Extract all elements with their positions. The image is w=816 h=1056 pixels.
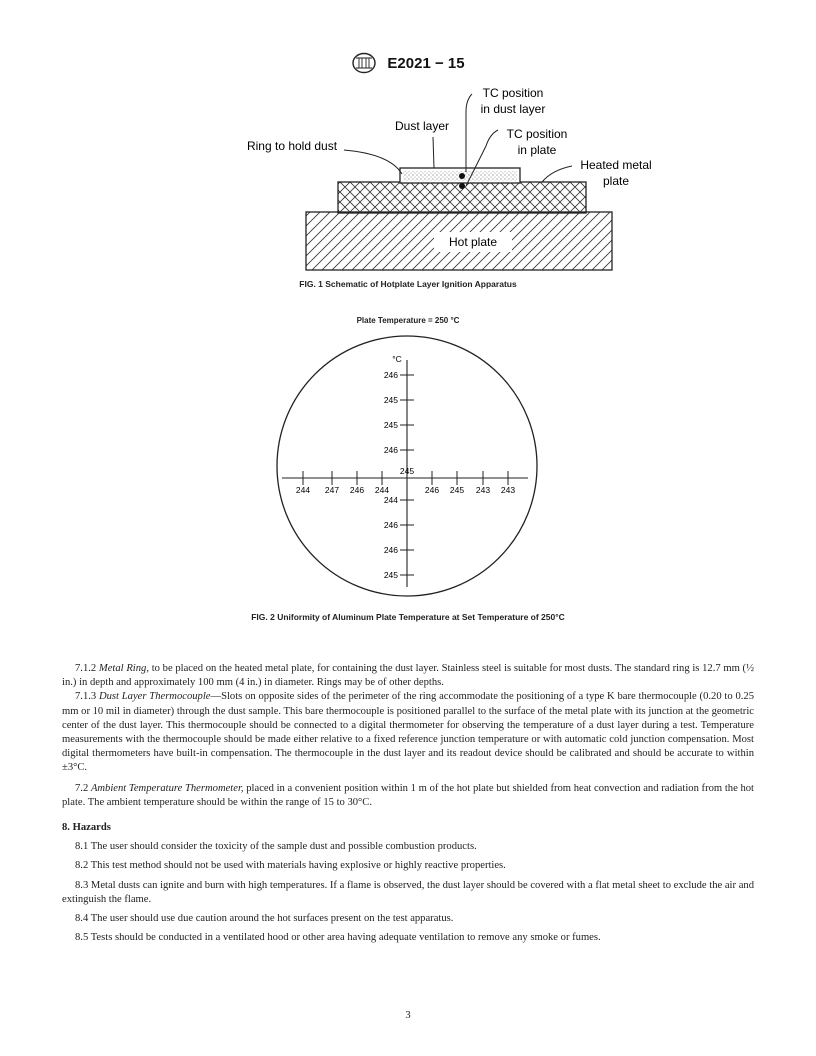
horizontal-right-value: 243 xyxy=(475,485,491,495)
horizontal-left-value: 246 xyxy=(349,485,365,495)
figure-2-uniformity-diagram xyxy=(260,330,556,602)
tc-plate-label-2: in plate xyxy=(517,143,557,157)
heated-plate-label-2: plate xyxy=(602,174,630,188)
figure-2-title: Plate Temperature = 250 °C xyxy=(356,316,460,325)
ring-label: Ring to hold dust xyxy=(246,139,338,153)
hot-plate-label: Hot plate xyxy=(448,235,498,249)
heated-plate-label-1: Heated metal xyxy=(580,158,652,172)
term-ambient-thermometer: Ambient Temperature Thermometer, xyxy=(90,782,244,794)
figure-2-caption: FIG. 2 Uniformity of Aluminum Plate Temperature at Set Temperature of 250°C xyxy=(251,612,565,622)
paragraph-7-1-3: 7.1.3 Dust Layer Thermocouple—Slots on opposite sides of the perimeter of the ring accommodate the positioning of a type K bare thermocouple (0.20 to 0.25 mm or 10 mil in diameter) through the dust sample. This bare thermocouple is positioned parallel to the surface of the metal plate with its junction at the geometric center of the dust layer. This thermocouple should be connected to a digital thermometer for observing the temperature of a dust layer during a test. Temperature measurements with the thermocouple should be made either relative to a fixed reference junction temperature or with automatic cold junction compensation. Most digital thermometers have built-in compensation. The thermocouple in the dust layer and its readout device should be calibrated and should be accurate to within ±3°C. xyxy=(62,691,754,774)
vertical-top-value: 245 xyxy=(383,420,398,430)
page-header xyxy=(0,52,816,74)
dust-layer-label: Dust layer xyxy=(394,119,450,133)
tc-plate-point xyxy=(459,183,465,189)
horizontal-left-value: 247 xyxy=(324,485,340,495)
paragraph-8-4: 8.4 The user should use due caution around the hot surfaces present on the test apparatus. xyxy=(75,913,454,925)
paragraph-8-2: 8.2 This test method should not be used with materials having explosive or highly reactive properties. xyxy=(75,860,506,872)
vertical-top-value: 246 xyxy=(383,445,398,455)
vertical-bottom-value: 246 xyxy=(383,545,398,555)
section-8-heading: 8. Hazards xyxy=(62,822,111,834)
horizontal-left-value: 244 xyxy=(295,485,311,495)
text-7-1-3: —Slots on opposite sides of the perimeter of the ring accommodate the positioning of a type K bare thermocouple (0.20 to 0.25 mm or 10 mil in diameter) through the dust sample. This bare thermocouple is positioned parallel to the surface of the metal plate with its junction at the geometric center of the dust layer. This thermocouple should be connected to a digital thermometer for observing the temperature of a dust layer during a test. Temperature measurements with the thermocouple should be made either relative to a fixed reference junction temperature or with automatic cold junction compensation. Most digital thermometers have built-in compensation. The thermocouple in the dust layer and its readout device should be calibrated and should be accurate to within ±3°C. xyxy=(62,691,754,774)
figure-1-schematic xyxy=(220,82,660,282)
term-dust-layer-thermocouple: Dust Layer Thermocouple xyxy=(98,691,211,703)
vertical-top-value: 246 xyxy=(383,370,398,380)
tc-dust-label-1: TC position xyxy=(482,86,544,100)
horizontal-right-value: 245 xyxy=(449,485,465,495)
page-number: 3 xyxy=(405,1010,411,1021)
horizontal-right-value: 243 xyxy=(500,485,516,495)
tc-dust-point xyxy=(459,173,465,179)
vertical-top-value: 245 xyxy=(383,395,398,405)
paragraph-7-2: 7.2 Ambient Temperature Thermometer, placed in a convenient position within 1 m of the hot plate but shielded from heat convection and radiation from the hot plate. The ambient temperature should be within the range of 15 to 30°C. xyxy=(62,782,754,808)
paragraph-8-1: 8.1 The user should consider the toxicity of the sample dust and possible combustion products. xyxy=(75,841,477,853)
paragraph-8-3: 8.3 Metal dusts can ignite and burn with high temperatures. If a flame is observed, the dust layer should be covered with a flat metal sheet to exclude the air and extinguish the flame. xyxy=(62,879,754,905)
term-metal-ring: Metal Ring, xyxy=(98,663,149,674)
paragraph-8-5: 8.5 Tests should be conducted in a ventilated hood or other area having adequate ventilation to remove any smoke or fumes. xyxy=(75,932,601,944)
horizontal-right-value: 246 xyxy=(424,485,440,495)
text-7-1-2: to be placed on the heated metal plate, for containing the dust layer. Stainless steel is suitable for most dusts. The standard ring is 12.7 mm (½ in.) in depth and approximately 100 mm (4 in.) in diameter. Rings may be of other depths. xyxy=(62,663,755,689)
paragraph-7-1-2: 7.1.2 Metal Ring, to be placed on the heated metal plate, for containing the dust layer. Stainless steel is suitable for most dusts. The standard ring is 12.7 mm (½ in.) in depth and approximately 100 mm (4 in.) in diameter. Rings may be of other depths. xyxy=(62,663,755,689)
text-7-2: placed in a convenient position within 1 m of the hot plate but shielded from heat convection and radiation from the hot plate. The ambient temperature should be within the range of 15 to 30°C. xyxy=(62,782,754,808)
vertical-bottom-value: 245 xyxy=(383,570,398,580)
document-designation: E2021 − 15 xyxy=(387,54,465,72)
unit-label: °C xyxy=(392,354,402,364)
body-text xyxy=(62,662,754,950)
figure-1-caption: FIG. 1 Schematic of Hotplate Layer Ignition Apparatus xyxy=(299,279,517,289)
center-value: 245 xyxy=(399,466,415,476)
horizontal-left-value: 244 xyxy=(374,485,390,495)
vertical-bottom-value: 246 xyxy=(383,520,398,530)
vertical-bottom-value: 244 xyxy=(383,495,398,505)
tc-dust-label-2: in dust layer xyxy=(480,102,546,116)
astm-logo-icon xyxy=(351,52,377,74)
tc-plate-label-1: TC position xyxy=(506,127,568,141)
